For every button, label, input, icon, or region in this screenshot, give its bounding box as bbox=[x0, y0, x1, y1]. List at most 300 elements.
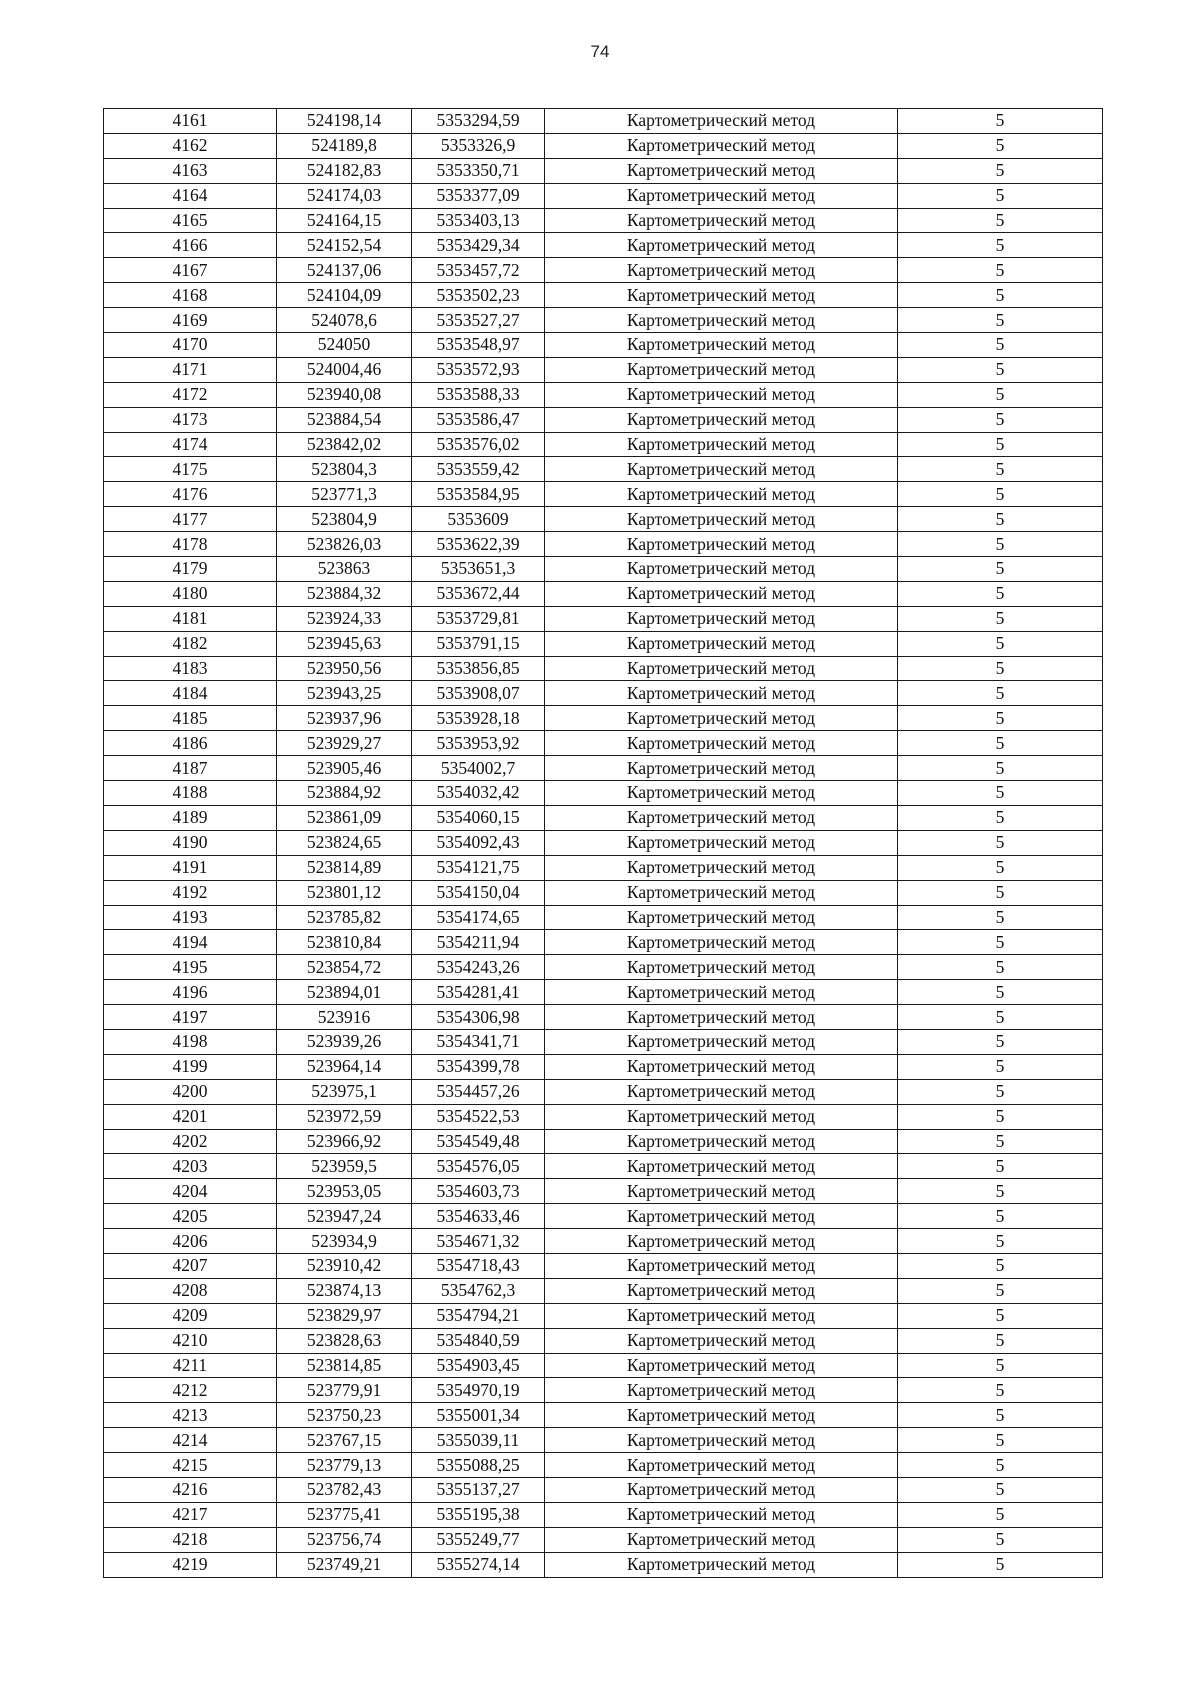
accuracy-cell: 5 bbox=[898, 781, 1103, 806]
table-row bbox=[104, 731, 1103, 756]
x-coordinate-cell: 524152,54 bbox=[277, 233, 412, 258]
x-coordinate-cell: 523782,43 bbox=[277, 1477, 412, 1502]
x-coordinate-cell: 523826,03 bbox=[277, 532, 412, 557]
table-row bbox=[104, 183, 1103, 208]
y-coordinate-cell: 5354399,78 bbox=[412, 1054, 545, 1079]
x-coordinate-cell: 523775,41 bbox=[277, 1502, 412, 1527]
x-coordinate-cell: 524174,03 bbox=[277, 183, 412, 208]
table-row bbox=[104, 980, 1103, 1005]
method-cell: Картометрический метод bbox=[545, 432, 898, 457]
point-number-cell: 4166 bbox=[104, 233, 277, 258]
x-coordinate-cell: 523975,1 bbox=[277, 1079, 412, 1104]
accuracy-cell: 5 bbox=[898, 1303, 1103, 1328]
point-number-cell: 4167 bbox=[104, 258, 277, 283]
accuracy-cell: 5 bbox=[898, 1328, 1103, 1353]
point-number-cell: 4180 bbox=[104, 581, 277, 606]
accuracy-cell: 5 bbox=[898, 283, 1103, 308]
table-row bbox=[104, 158, 1103, 183]
accuracy-cell: 5 bbox=[898, 656, 1103, 681]
method-cell: Картометрический метод bbox=[545, 1079, 898, 1104]
x-coordinate-cell: 523905,46 bbox=[277, 756, 412, 781]
y-coordinate-cell: 5355274,14 bbox=[412, 1552, 545, 1577]
table-row bbox=[104, 581, 1103, 606]
table-row bbox=[104, 930, 1103, 955]
method-cell: Картометрический метод bbox=[545, 781, 898, 806]
accuracy-cell: 5 bbox=[898, 432, 1103, 457]
table-row bbox=[104, 855, 1103, 880]
x-coordinate-cell: 523884,54 bbox=[277, 407, 412, 432]
y-coordinate-cell: 5354174,65 bbox=[412, 905, 545, 930]
method-cell: Картометрический метод bbox=[545, 756, 898, 781]
accuracy-cell: 5 bbox=[898, 1428, 1103, 1453]
method-cell: Картометрический метод bbox=[545, 1502, 898, 1527]
accuracy-cell: 5 bbox=[898, 805, 1103, 830]
method-cell: Картометрический метод bbox=[545, 606, 898, 631]
point-number-cell: 4162 bbox=[104, 133, 277, 158]
point-number-cell: 4201 bbox=[104, 1104, 277, 1129]
point-number-cell: 4189 bbox=[104, 805, 277, 830]
point-number-cell: 4202 bbox=[104, 1129, 277, 1154]
accuracy-cell: 5 bbox=[898, 557, 1103, 582]
method-cell: Картометрический метод bbox=[545, 1428, 898, 1453]
table-row bbox=[104, 333, 1103, 358]
point-number-cell: 4175 bbox=[104, 457, 277, 482]
y-coordinate-cell: 5353548,97 bbox=[412, 333, 545, 358]
x-coordinate-cell: 523916 bbox=[277, 1005, 412, 1030]
y-coordinate-cell: 5353559,42 bbox=[412, 457, 545, 482]
x-coordinate-cell: 523953,05 bbox=[277, 1179, 412, 1204]
table-row bbox=[104, 781, 1103, 806]
y-coordinate-cell: 5354032,42 bbox=[412, 781, 545, 806]
x-coordinate-cell: 523801,12 bbox=[277, 880, 412, 905]
y-coordinate-cell: 5354970,19 bbox=[412, 1378, 545, 1403]
y-coordinate-cell: 5353502,23 bbox=[412, 283, 545, 308]
point-number-cell: 4186 bbox=[104, 731, 277, 756]
table-row bbox=[104, 1303, 1103, 1328]
table-row bbox=[104, 1204, 1103, 1229]
y-coordinate-cell: 5355088,25 bbox=[412, 1453, 545, 1478]
method-cell: Картометрический метод bbox=[545, 133, 898, 158]
coordinates-table bbox=[103, 108, 1103, 1578]
point-number-cell: 4219 bbox=[104, 1552, 277, 1577]
y-coordinate-cell: 5353908,07 bbox=[412, 681, 545, 706]
method-cell: Картометрический метод bbox=[545, 1378, 898, 1403]
table-row bbox=[104, 308, 1103, 333]
point-number-cell: 4183 bbox=[104, 656, 277, 681]
accuracy-cell: 5 bbox=[898, 1054, 1103, 1079]
x-coordinate-cell: 524004,46 bbox=[277, 357, 412, 382]
y-coordinate-cell: 5354794,21 bbox=[412, 1303, 545, 1328]
table-row bbox=[104, 1278, 1103, 1303]
accuracy-cell: 5 bbox=[898, 1403, 1103, 1428]
point-number-cell: 4199 bbox=[104, 1054, 277, 1079]
x-coordinate-cell: 523943,25 bbox=[277, 681, 412, 706]
point-number-cell: 4188 bbox=[104, 781, 277, 806]
point-number-cell: 4200 bbox=[104, 1079, 277, 1104]
y-coordinate-cell: 5354633,46 bbox=[412, 1204, 545, 1229]
table-row bbox=[104, 457, 1103, 482]
y-coordinate-cell: 5353350,71 bbox=[412, 158, 545, 183]
y-coordinate-cell: 5353928,18 bbox=[412, 706, 545, 731]
method-cell: Картометрический метод bbox=[545, 1179, 898, 1204]
y-coordinate-cell: 5354671,32 bbox=[412, 1229, 545, 1254]
point-number-cell: 4172 bbox=[104, 382, 277, 407]
point-number-cell: 4176 bbox=[104, 482, 277, 507]
method-cell: Картометрический метод bbox=[545, 880, 898, 905]
point-number-cell: 4207 bbox=[104, 1253, 277, 1278]
method-cell: Картометрический метод bbox=[545, 507, 898, 532]
accuracy-cell: 5 bbox=[898, 1204, 1103, 1229]
x-coordinate-cell: 523749,21 bbox=[277, 1552, 412, 1577]
accuracy-cell: 5 bbox=[898, 382, 1103, 407]
method-cell: Картометрический метод bbox=[545, 557, 898, 582]
x-coordinate-cell: 523804,3 bbox=[277, 457, 412, 482]
table-row bbox=[104, 1079, 1103, 1104]
method-cell: Картометрический метод bbox=[545, 681, 898, 706]
method-cell: Картометрический метод bbox=[545, 1453, 898, 1478]
y-coordinate-cell: 5354522,53 bbox=[412, 1104, 545, 1129]
table-row bbox=[104, 1403, 1103, 1428]
accuracy-cell: 5 bbox=[898, 581, 1103, 606]
table-row bbox=[104, 532, 1103, 557]
y-coordinate-cell: 5353403,13 bbox=[412, 208, 545, 233]
y-coordinate-cell: 5353429,34 bbox=[412, 233, 545, 258]
y-coordinate-cell: 5354150,04 bbox=[412, 880, 545, 905]
x-coordinate-cell: 523945,63 bbox=[277, 631, 412, 656]
y-coordinate-cell: 5353572,93 bbox=[412, 357, 545, 382]
table-row bbox=[104, 133, 1103, 158]
y-coordinate-cell: 5353672,44 bbox=[412, 581, 545, 606]
y-coordinate-cell: 5354121,75 bbox=[412, 855, 545, 880]
x-coordinate-cell: 523964,14 bbox=[277, 1054, 412, 1079]
x-coordinate-cell: 523940,08 bbox=[277, 382, 412, 407]
accuracy-cell: 5 bbox=[898, 258, 1103, 283]
accuracy-cell: 5 bbox=[898, 706, 1103, 731]
accuracy-cell: 5 bbox=[898, 1378, 1103, 1403]
point-number-cell: 4177 bbox=[104, 507, 277, 532]
x-coordinate-cell: 524164,15 bbox=[277, 208, 412, 233]
x-coordinate-cell: 524198,14 bbox=[277, 109, 412, 134]
method-cell: Картометрический метод bbox=[545, 855, 898, 880]
method-cell: Картометрический метод bbox=[545, 1253, 898, 1278]
point-number-cell: 4212 bbox=[104, 1378, 277, 1403]
accuracy-cell: 5 bbox=[898, 980, 1103, 1005]
point-number-cell: 4217 bbox=[104, 1502, 277, 1527]
x-coordinate-cell: 523884,92 bbox=[277, 781, 412, 806]
point-number-cell: 4192 bbox=[104, 880, 277, 905]
x-coordinate-cell: 523884,32 bbox=[277, 581, 412, 606]
method-cell: Картометрический метод bbox=[545, 233, 898, 258]
table-row bbox=[104, 1129, 1103, 1154]
y-coordinate-cell: 5355001,34 bbox=[412, 1403, 545, 1428]
accuracy-cell: 5 bbox=[898, 532, 1103, 557]
table-row bbox=[104, 1054, 1103, 1079]
table-row bbox=[104, 407, 1103, 432]
table-row bbox=[104, 1378, 1103, 1403]
accuracy-cell: 5 bbox=[898, 109, 1103, 134]
table-row bbox=[104, 258, 1103, 283]
table-row bbox=[104, 482, 1103, 507]
y-coordinate-cell: 5354306,98 bbox=[412, 1005, 545, 1030]
method-cell: Картометрический метод bbox=[545, 805, 898, 830]
x-coordinate-cell: 523947,24 bbox=[277, 1204, 412, 1229]
point-number-cell: 4214 bbox=[104, 1428, 277, 1453]
table-row bbox=[104, 432, 1103, 457]
accuracy-cell: 5 bbox=[898, 1527, 1103, 1552]
method-cell: Картометрический метод bbox=[545, 258, 898, 283]
x-coordinate-cell: 523804,9 bbox=[277, 507, 412, 532]
y-coordinate-cell: 5354243,26 bbox=[412, 955, 545, 980]
table-row bbox=[104, 208, 1103, 233]
x-coordinate-cell: 523750,23 bbox=[277, 1403, 412, 1428]
method-cell: Картометрический метод bbox=[545, 1477, 898, 1502]
point-number-cell: 4181 bbox=[104, 606, 277, 631]
coordinates-table-body bbox=[104, 109, 1103, 1578]
point-number-cell: 4164 bbox=[104, 183, 277, 208]
method-cell: Картометрический метод bbox=[545, 1403, 898, 1428]
x-coordinate-cell: 523842,02 bbox=[277, 432, 412, 457]
method-cell: Картометрический метод bbox=[545, 1527, 898, 1552]
accuracy-cell: 5 bbox=[898, 1229, 1103, 1254]
y-coordinate-cell: 5353588,33 bbox=[412, 382, 545, 407]
accuracy-cell: 5 bbox=[898, 1005, 1103, 1030]
table-row bbox=[104, 382, 1103, 407]
point-number-cell: 4195 bbox=[104, 955, 277, 980]
x-coordinate-cell: 523779,91 bbox=[277, 1378, 412, 1403]
table-row bbox=[104, 557, 1103, 582]
method-cell: Картометрический метод bbox=[545, 581, 898, 606]
x-coordinate-cell: 523950,56 bbox=[277, 656, 412, 681]
method-cell: Картометрический метод bbox=[545, 631, 898, 656]
point-number-cell: 4197 bbox=[104, 1005, 277, 1030]
accuracy-cell: 5 bbox=[898, 308, 1103, 333]
accuracy-cell: 5 bbox=[898, 1253, 1103, 1278]
table-row bbox=[104, 706, 1103, 731]
point-number-cell: 4210 bbox=[104, 1328, 277, 1353]
point-number-cell: 4174 bbox=[104, 432, 277, 457]
y-coordinate-cell: 5354092,43 bbox=[412, 830, 545, 855]
y-coordinate-cell: 5354002,7 bbox=[412, 756, 545, 781]
accuracy-cell: 5 bbox=[898, 955, 1103, 980]
point-number-cell: 4171 bbox=[104, 357, 277, 382]
accuracy-cell: 5 bbox=[898, 183, 1103, 208]
table-row bbox=[104, 1328, 1103, 1353]
accuracy-cell: 5 bbox=[898, 1477, 1103, 1502]
x-coordinate-cell: 523828,63 bbox=[277, 1328, 412, 1353]
table-row bbox=[104, 631, 1103, 656]
point-number-cell: 4218 bbox=[104, 1527, 277, 1552]
method-cell: Картометрический метод bbox=[545, 1104, 898, 1129]
accuracy-cell: 5 bbox=[898, 930, 1103, 955]
x-coordinate-cell: 523785,82 bbox=[277, 905, 412, 930]
method-cell: Картометрический метод bbox=[545, 905, 898, 930]
point-number-cell: 4209 bbox=[104, 1303, 277, 1328]
table-row bbox=[104, 656, 1103, 681]
y-coordinate-cell: 5354840,59 bbox=[412, 1328, 545, 1353]
x-coordinate-cell: 523972,59 bbox=[277, 1104, 412, 1129]
table-row bbox=[104, 880, 1103, 905]
accuracy-cell: 5 bbox=[898, 208, 1103, 233]
method-cell: Картометрический метод bbox=[545, 830, 898, 855]
table-row bbox=[104, 1029, 1103, 1054]
method-cell: Картометрический метод bbox=[545, 1054, 898, 1079]
x-coordinate-cell: 524104,09 bbox=[277, 283, 412, 308]
x-coordinate-cell: 523863 bbox=[277, 557, 412, 582]
accuracy-cell: 5 bbox=[898, 457, 1103, 482]
table-row bbox=[104, 805, 1103, 830]
accuracy-cell: 5 bbox=[898, 1104, 1103, 1129]
accuracy-cell: 5 bbox=[898, 1129, 1103, 1154]
y-coordinate-cell: 5354457,26 bbox=[412, 1079, 545, 1104]
method-cell: Картометрический метод bbox=[545, 333, 898, 358]
y-coordinate-cell: 5354576,05 bbox=[412, 1154, 545, 1179]
y-coordinate-cell: 5354281,41 bbox=[412, 980, 545, 1005]
table-row bbox=[104, 830, 1103, 855]
table-row bbox=[104, 233, 1103, 258]
y-coordinate-cell: 5354718,43 bbox=[412, 1253, 545, 1278]
table-row bbox=[104, 905, 1103, 930]
accuracy-cell: 5 bbox=[898, 1453, 1103, 1478]
y-coordinate-cell: 5353576,02 bbox=[412, 432, 545, 457]
method-cell: Картометрический метод bbox=[545, 1278, 898, 1303]
table-row bbox=[104, 1104, 1103, 1129]
table-row bbox=[104, 1428, 1103, 1453]
table-row bbox=[104, 507, 1103, 532]
x-coordinate-cell: 524078,6 bbox=[277, 308, 412, 333]
point-number-cell: 4185 bbox=[104, 706, 277, 731]
point-number-cell: 4165 bbox=[104, 208, 277, 233]
x-coordinate-cell: 523814,89 bbox=[277, 855, 412, 880]
point-number-cell: 4178 bbox=[104, 532, 277, 557]
y-coordinate-cell: 5355039,11 bbox=[412, 1428, 545, 1453]
point-number-cell: 4206 bbox=[104, 1229, 277, 1254]
method-cell: Картометрический метод bbox=[545, 183, 898, 208]
table-row bbox=[104, 1353, 1103, 1378]
y-coordinate-cell: 5353729,81 bbox=[412, 606, 545, 631]
y-coordinate-cell: 5354211,94 bbox=[412, 930, 545, 955]
y-coordinate-cell: 5353953,92 bbox=[412, 731, 545, 756]
accuracy-cell: 5 bbox=[898, 905, 1103, 930]
table-row bbox=[104, 1527, 1103, 1552]
point-number-cell: 4191 bbox=[104, 855, 277, 880]
accuracy-cell: 5 bbox=[898, 1029, 1103, 1054]
method-cell: Картометрический метод bbox=[545, 1303, 898, 1328]
accuracy-cell: 5 bbox=[898, 731, 1103, 756]
table-row bbox=[104, 1552, 1103, 1577]
y-coordinate-cell: 5353294,59 bbox=[412, 109, 545, 134]
accuracy-cell: 5 bbox=[898, 606, 1103, 631]
table-row bbox=[104, 955, 1103, 980]
point-number-cell: 4194 bbox=[104, 930, 277, 955]
table-row bbox=[104, 1005, 1103, 1030]
point-number-cell: 4187 bbox=[104, 756, 277, 781]
method-cell: Картометрический метод bbox=[545, 482, 898, 507]
method-cell: Картометрический метод bbox=[545, 158, 898, 183]
table-row bbox=[104, 1477, 1103, 1502]
table-row bbox=[104, 1253, 1103, 1278]
point-number-cell: 4168 bbox=[104, 283, 277, 308]
method-cell: Картометрический метод bbox=[545, 283, 898, 308]
point-number-cell: 4215 bbox=[104, 1453, 277, 1478]
y-coordinate-cell: 5354060,15 bbox=[412, 805, 545, 830]
x-coordinate-cell: 523814,85 bbox=[277, 1353, 412, 1378]
accuracy-cell: 5 bbox=[898, 631, 1103, 656]
y-coordinate-cell: 5355249,77 bbox=[412, 1527, 545, 1552]
accuracy-cell: 5 bbox=[898, 756, 1103, 781]
y-coordinate-cell: 5353527,27 bbox=[412, 308, 545, 333]
point-number-cell: 4211 bbox=[104, 1353, 277, 1378]
point-number-cell: 4193 bbox=[104, 905, 277, 930]
y-coordinate-cell: 5354603,73 bbox=[412, 1179, 545, 1204]
method-cell: Картометрический метод bbox=[545, 980, 898, 1005]
x-coordinate-cell: 523779,13 bbox=[277, 1453, 412, 1478]
y-coordinate-cell: 5354341,71 bbox=[412, 1029, 545, 1054]
accuracy-cell: 5 bbox=[898, 158, 1103, 183]
method-cell: Картометрический метод bbox=[545, 1005, 898, 1030]
method-cell: Картометрический метод bbox=[545, 1328, 898, 1353]
accuracy-cell: 5 bbox=[898, 482, 1103, 507]
accuracy-cell: 5 bbox=[898, 1552, 1103, 1577]
method-cell: Картометрический метод bbox=[545, 382, 898, 407]
x-coordinate-cell: 523861,09 bbox=[277, 805, 412, 830]
y-coordinate-cell: 5353609 bbox=[412, 507, 545, 532]
point-number-cell: 4203 bbox=[104, 1154, 277, 1179]
table-row bbox=[104, 1502, 1103, 1527]
y-coordinate-cell: 5353586,47 bbox=[412, 407, 545, 432]
point-number-cell: 4216 bbox=[104, 1477, 277, 1502]
accuracy-cell: 5 bbox=[898, 333, 1103, 358]
table-row bbox=[104, 357, 1103, 382]
accuracy-cell: 5 bbox=[898, 1179, 1103, 1204]
x-coordinate-cell: 524137,06 bbox=[277, 258, 412, 283]
method-cell: Картометрический метод bbox=[545, 706, 898, 731]
x-coordinate-cell: 524050 bbox=[277, 333, 412, 358]
y-coordinate-cell: 5353622,39 bbox=[412, 532, 545, 557]
accuracy-cell: 5 bbox=[898, 1154, 1103, 1179]
x-coordinate-cell: 523910,42 bbox=[277, 1253, 412, 1278]
accuracy-cell: 5 bbox=[898, 507, 1103, 532]
y-coordinate-cell: 5354549,48 bbox=[412, 1129, 545, 1154]
accuracy-cell: 5 bbox=[898, 1079, 1103, 1104]
accuracy-cell: 5 bbox=[898, 407, 1103, 432]
accuracy-cell: 5 bbox=[898, 880, 1103, 905]
x-coordinate-cell: 523829,97 bbox=[277, 1303, 412, 1328]
accuracy-cell: 5 bbox=[898, 357, 1103, 382]
y-coordinate-cell: 5355137,27 bbox=[412, 1477, 545, 1502]
method-cell: Картометрический метод bbox=[545, 1229, 898, 1254]
method-cell: Картометрический метод bbox=[545, 407, 898, 432]
point-number-cell: 4198 bbox=[104, 1029, 277, 1054]
point-number-cell: 4190 bbox=[104, 830, 277, 855]
table-row bbox=[104, 283, 1103, 308]
method-cell: Картометрический метод bbox=[545, 208, 898, 233]
x-coordinate-cell: 523771,3 bbox=[277, 482, 412, 507]
y-coordinate-cell: 5353584,95 bbox=[412, 482, 545, 507]
accuracy-cell: 5 bbox=[898, 1278, 1103, 1303]
method-cell: Картометрический метод bbox=[545, 930, 898, 955]
x-coordinate-cell: 523939,26 bbox=[277, 1029, 412, 1054]
x-coordinate-cell: 523937,96 bbox=[277, 706, 412, 731]
accuracy-cell: 5 bbox=[898, 830, 1103, 855]
method-cell: Картометрический метод bbox=[545, 1154, 898, 1179]
table-row bbox=[104, 1154, 1103, 1179]
x-coordinate-cell: 523767,15 bbox=[277, 1428, 412, 1453]
x-coordinate-cell: 523874,13 bbox=[277, 1278, 412, 1303]
method-cell: Картометрический метод bbox=[545, 731, 898, 756]
method-cell: Картометрический метод bbox=[545, 457, 898, 482]
point-number-cell: 4213 bbox=[104, 1403, 277, 1428]
table-row bbox=[104, 681, 1103, 706]
